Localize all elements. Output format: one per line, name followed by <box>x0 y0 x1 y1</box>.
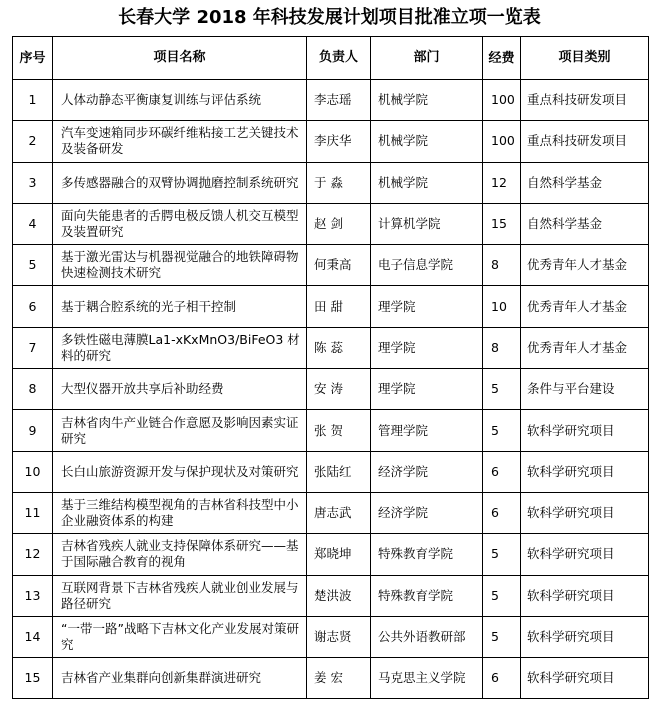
table-row <box>13 286 649 327</box>
cell-fee: 15 <box>483 203 521 244</box>
cell-category: 软科学研究项目 <box>521 410 649 451</box>
cell-fee: 6 <box>483 492 521 533</box>
header-category: 项目类别 <box>521 37 649 80</box>
cell-fee: 5 <box>483 534 521 575</box>
cell-person: 姜 宏 <box>307 658 371 699</box>
header-row <box>13 37 649 80</box>
cell-no: 14 <box>13 616 53 657</box>
cell-person: 田 甜 <box>307 286 371 327</box>
cell-dept: 机械学院 <box>371 80 483 121</box>
cell-category: 条件与平台建设 <box>521 369 649 410</box>
cell-no: 15 <box>13 658 53 699</box>
cell-no: 4 <box>13 203 53 244</box>
cell-dept: 机械学院 <box>371 162 483 203</box>
cell-fee: 10 <box>483 286 521 327</box>
cell-project-name: 多铁性磁电薄膜La1-xKxMnO3/BiFeO3 材料的研究 <box>53 327 307 368</box>
cell-dept: 计算机学院 <box>371 203 483 244</box>
cell-dept: 理学院 <box>371 369 483 410</box>
cell-project-name: 基于三维结构模型视角的吉林省科技型中小企业融资体系的构建 <box>53 492 307 533</box>
cell-category: 软科学研究项目 <box>521 451 649 492</box>
header-person: 负责人 <box>307 37 371 80</box>
cell-no: 8 <box>13 369 53 410</box>
header-name: 项目名称 <box>53 37 307 80</box>
cell-no: 10 <box>13 451 53 492</box>
cell-project-name: 吉林省产业集群向创新集群演进研究 <box>53 658 307 699</box>
cell-project-name: 多传感器融合的双臂协调抛磨控制系统研究 <box>53 162 307 203</box>
cell-person: 陈 蕊 <box>307 327 371 368</box>
document-title: 长春大学 2018 年科技发展计划项目批准立项一览表 <box>118 7 541 28</box>
cell-category: 软科学研究项目 <box>521 492 649 533</box>
table-row <box>13 575 649 616</box>
cell-dept: 理学院 <box>371 286 483 327</box>
cell-fee: 6 <box>483 658 521 699</box>
cell-no: 9 <box>13 410 53 451</box>
cell-project-name: 基于耦合腔系统的光子相干控制 <box>53 286 307 327</box>
header-no: 序号 <box>13 37 53 80</box>
cell-fee: 8 <box>483 327 521 368</box>
header-fee: 经费 <box>483 37 521 80</box>
table-row <box>13 369 649 410</box>
cell-dept: 管理学院 <box>371 410 483 451</box>
cell-dept: 电子信息学院 <box>371 245 483 286</box>
cell-category: 重点科技研发项目 <box>521 121 649 162</box>
cell-category: 重点科技研发项目 <box>521 80 649 121</box>
cell-person: 赵 剑 <box>307 203 371 244</box>
table-row <box>13 616 649 657</box>
table-row <box>13 451 649 492</box>
cell-project-name: 面向失能患者的舌腭电极反馈人机交互模型及装置研究 <box>53 203 307 244</box>
cell-person: 于 淼 <box>307 162 371 203</box>
table-row <box>13 203 649 244</box>
cell-no: 1 <box>13 80 53 121</box>
header-dept: 部门 <box>371 37 483 80</box>
cell-category: 优秀青年人才基金 <box>521 286 649 327</box>
cell-category: 软科学研究项目 <box>521 575 649 616</box>
cell-category: 软科学研究项目 <box>521 658 649 699</box>
table-row <box>13 492 649 533</box>
cell-dept: 经济学院 <box>371 492 483 533</box>
cell-fee: 6 <box>483 451 521 492</box>
cell-person: 何秉高 <box>307 245 371 286</box>
cell-fee: 5 <box>483 575 521 616</box>
cell-project-name: 吉林省肉牛产业链合作意愿及影响因素实证研究 <box>53 410 307 451</box>
cell-dept: 特殊教育学院 <box>371 534 483 575</box>
table-row <box>13 80 649 121</box>
cell-fee: 8 <box>483 245 521 286</box>
cell-person: 楚洪波 <box>307 575 371 616</box>
cell-no: 5 <box>13 245 53 286</box>
cell-fee: 5 <box>483 616 521 657</box>
table-row <box>13 121 649 162</box>
cell-person: 谢志贤 <box>307 616 371 657</box>
cell-person: 安 涛 <box>307 369 371 410</box>
cell-fee: 100 <box>483 121 521 162</box>
project-table <box>12 36 649 699</box>
cell-dept: 经济学院 <box>371 451 483 492</box>
cell-project-name: 汽车变速箱同步环碳纤维粘接工艺关键技术及装备研发 <box>53 121 307 162</box>
cell-dept: 公共外语教研部 <box>371 616 483 657</box>
cell-no: 11 <box>13 492 53 533</box>
cell-category: 优秀青年人才基金 <box>521 327 649 368</box>
cell-person: 张 贺 <box>307 410 371 451</box>
cell-fee: 100 <box>483 80 521 121</box>
table-row <box>13 245 649 286</box>
cell-category: 软科学研究项目 <box>521 534 649 575</box>
cell-dept: 理学院 <box>371 327 483 368</box>
cell-no: 13 <box>13 575 53 616</box>
cell-category: 自然科学基金 <box>521 162 649 203</box>
cell-project-name: 互联网背景下吉林省残疾人就业创业发展与路径研究 <box>53 575 307 616</box>
cell-person: 李庆华 <box>307 121 371 162</box>
cell-person: 郑晓坤 <box>307 534 371 575</box>
cell-person: 张陆红 <box>307 451 371 492</box>
cell-no: 3 <box>13 162 53 203</box>
cell-dept: 特殊教育学院 <box>371 575 483 616</box>
table-row <box>13 534 649 575</box>
cell-project-name: 长白山旅游资源开发与保护现状及对策研究 <box>53 451 307 492</box>
cell-no: 7 <box>13 327 53 368</box>
cell-fee: 5 <box>483 410 521 451</box>
cell-no: 6 <box>13 286 53 327</box>
cell-no: 12 <box>13 534 53 575</box>
cell-project-name: “一带一路”战略下吉林文化产业发展对策研究 <box>53 616 307 657</box>
table-row <box>13 410 649 451</box>
cell-fee: 12 <box>483 162 521 203</box>
cell-dept: 马克思主义学院 <box>371 658 483 699</box>
cell-category: 优秀青年人才基金 <box>521 245 649 286</box>
cell-project-name: 人体动静态平衡康复训练与评估系统 <box>53 80 307 121</box>
cell-project-name: 大型仪器开放共享后补助经费 <box>53 369 307 410</box>
table-row <box>13 327 649 368</box>
cell-person: 唐志武 <box>307 492 371 533</box>
cell-category: 自然科学基金 <box>521 203 649 244</box>
cell-fee: 5 <box>483 369 521 410</box>
cell-dept: 机械学院 <box>371 121 483 162</box>
cell-person: 李志瑶 <box>307 80 371 121</box>
cell-category: 软科学研究项目 <box>521 616 649 657</box>
cell-project-name: 基于激光雷达与机器视觉融合的地铁障碍物快速检测技术研究 <box>53 245 307 286</box>
cell-no: 2 <box>13 121 53 162</box>
table-row <box>13 658 649 699</box>
table-row <box>13 162 649 203</box>
cell-project-name: 吉林省残疾人就业支持保障体系研究——基于国际融合教育的视角 <box>53 534 307 575</box>
